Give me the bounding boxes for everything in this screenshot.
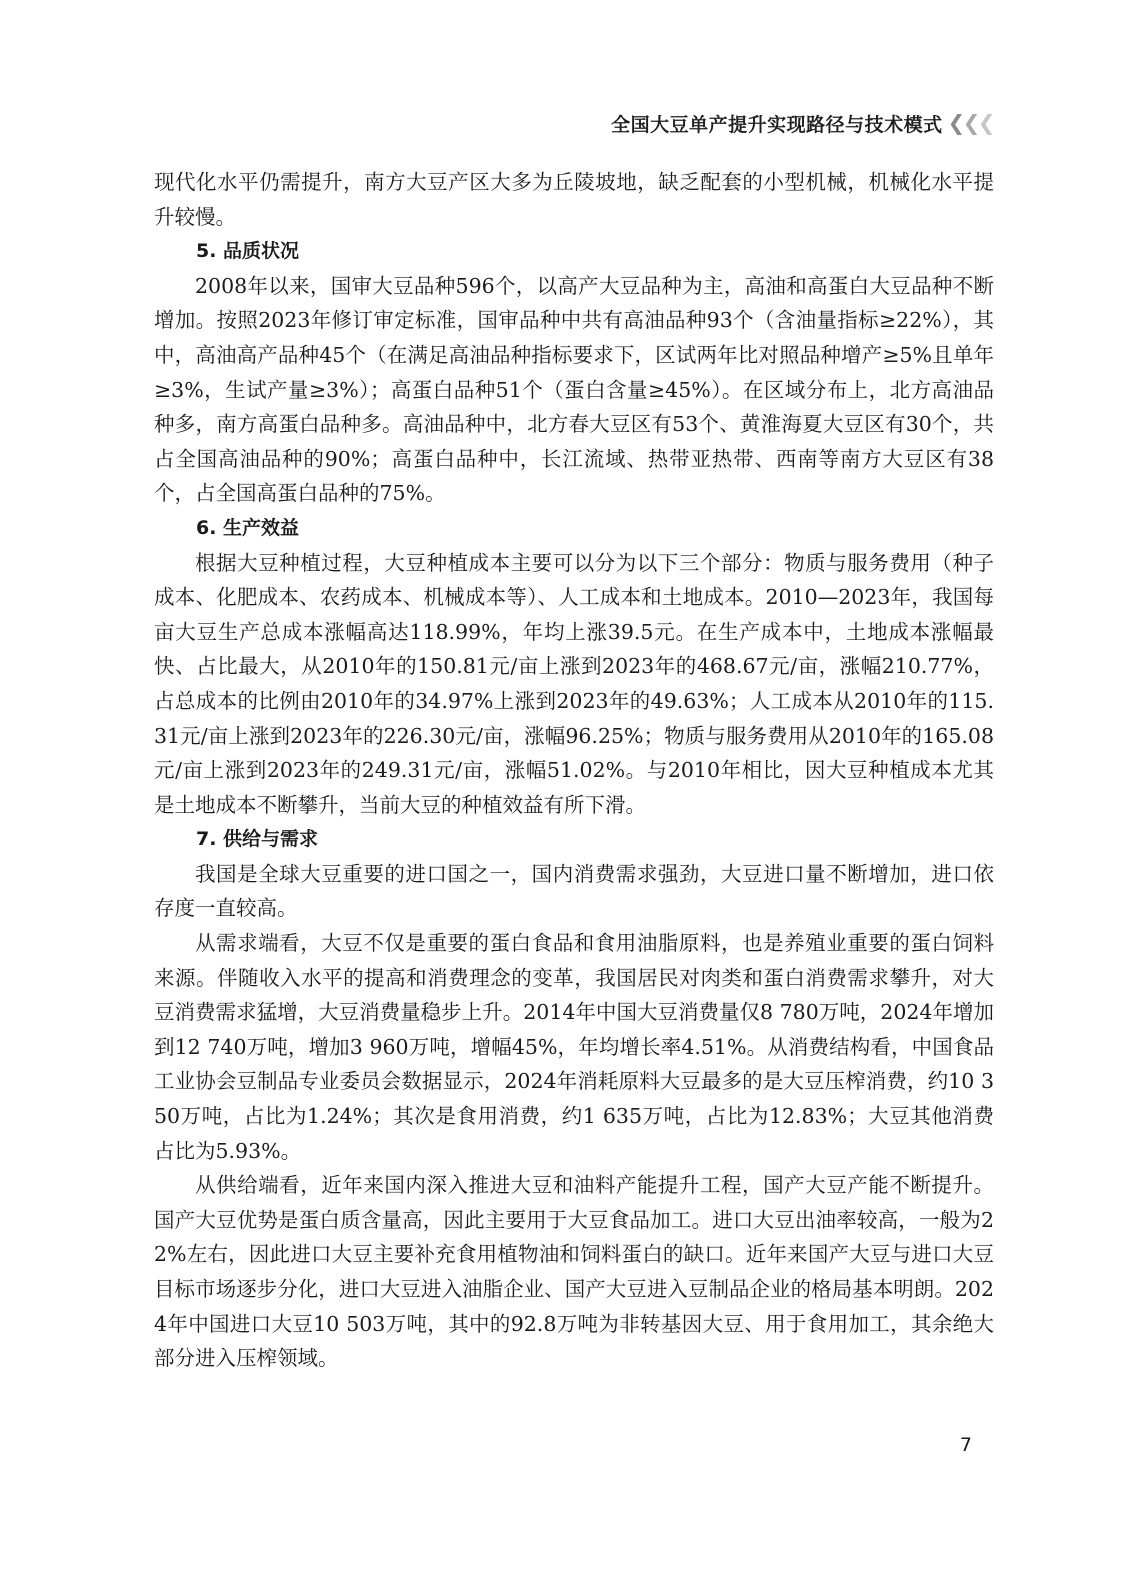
body-text — [154, 165, 994, 1376]
section-heading-quality: 5. 品质状况 — [196, 240, 300, 263]
paragraph-quality: 2008年以来，国审大豆品种596个，以高产大豆品种为主，高油和高蛋白大豆品种不断增加。按照2023年修订审定标准，国审品种中共有高油品种93个（含油量指标≥22%），其中，高油高产品种45个（在满足高油品种指标要求下，区试两年比对照品种增产≥5%且单年≥3%，生试产量≥3%）；高蛋白品种51个（蛋白含量≥45%）。在区域分布上，北方高油品种多，南方高蛋白品种多。高油品种中，北方春大豆区有53个、黄淮海夏大豆区有30个，共占全国高油品种的90%；高蛋白品种中，长江流域、热带亚热带、西南等南方大豆区有38个，占全国高蛋白品种的75%。 — [154, 273, 994, 506]
running-header — [611, 110, 996, 137]
paragraph-demand: 从需求端看，大豆不仅是重要的蛋白食品和食用油脂原料，也是养殖业重要的蛋白饲料来源。伴随收入水平的提高和消费理念的变革，我国居民对肉类和蛋白消费需求攀升，对大豆消费需求猛增，大豆消费量稳步上升。2014年中国大豆消费量仅8 780万吨，2024年增加到12 740万吨，增加3 960万吨，增幅45%，年均增长率4.51%。从消费结构看，中国食品工业协会豆制品专业委员会数据显示，2024年消耗原料大豆最多的是大豆压榨消费，约10 350万吨，占比为1.24%；其次是食用消费，约1 635万吨，占比为12.83%；大豆其他消费占比为5.93%。 — [154, 931, 994, 1163]
section-heading-benefit: 6. 生产效益 — [196, 516, 300, 539]
page-number: 7 — [959, 1434, 972, 1456]
running-header-title: 全国大豆单产提升实现路径与技术模式 — [611, 114, 943, 136]
section-heading-supply-demand: 7. 供给与需求 — [196, 828, 319, 851]
paragraph-import: 我国是全球大豆重要的进口国之一，国内消费需求强劲，大豆进口量不断增加，进口依存度一直较高。 — [154, 861, 994, 921]
triple-chevron-left-icon: ❮ ❮ ❮ — [947, 111, 996, 135]
paragraph-benefit: 根据大豆种植过程，大豆种植成本主要可以分为以下三个部分：物质与服务费用（种子成本、化肥成本、农药成本、机械成本等）、人工成本和土地成本。2010—2023年，我国每亩大豆生产总成本涨幅高达118.99%，年均上涨39.5元。在生产成本中，土地成本涨幅最快、占比最大，从2010年的150.81元/亩上涨到2023年的468.67元/亩，涨幅210.77%，占总成本的比例由2010年的34.97%上涨到2023年的49.63%；人工成本从2010年的115.31元/亩上涨到2023年的226.30元/亩，涨幅96.25%；物质与服务费用从2010年的165.08元/亩上涨到2023年的249.31元/亩，涨幅51.02%。与2010年相比，因大豆种植成本尤其是土地成本不断攀升，当前大豆的种植效益有所下滑。 — [154, 550, 994, 817]
paragraph-supply: 从供给端看，近年来国内深入推进大豆和油料产能提升工程，国产大豆产能不断提升。国产大豆优势是蛋白质含量高，因此主要用于大豆食品加工。进口大豆出油率较高，一般为22%左右，因此进口大豆主要补充食用植物油和饲料蛋白的缺口。近年来国产大豆与进口大豆目标市场逐步分化，进口大豆进入油脂企业、国产大豆进入豆制品企业的格局基本明朗。2024年中国进口大豆10 503万吨，其中的92.8万吨为非转基因大豆、用于食用加工，其余绝大部分进入压榨领域。 — [154, 1173, 994, 1371]
paragraph-mechanization-cont: 现代化水平仍需提升，南方大豆产区大多为丘陵坡地，缺乏配套的小型机械，机械化水平提升较慢。 — [154, 170, 994, 229]
